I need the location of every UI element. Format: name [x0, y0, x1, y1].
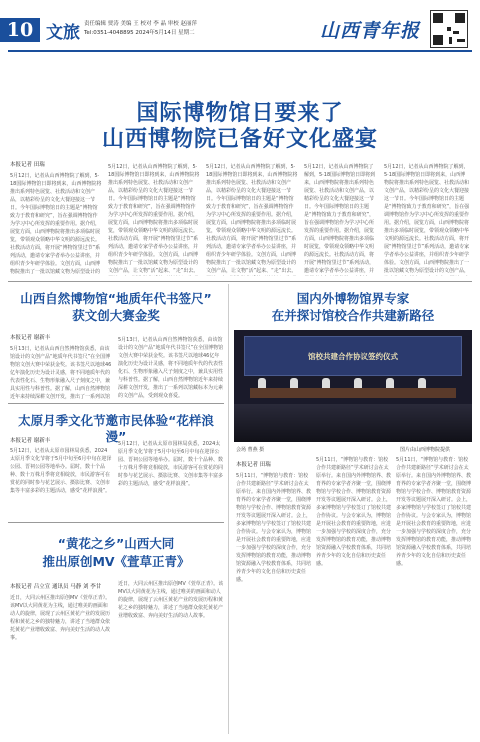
person-figure: [258, 378, 266, 388]
article-1-col-2: 5月13日，记者从山西自然博物馆获悉，由该馆设计的文创产品“地质年代书签尺”在全国博物馆文创大赛中荣获金奖。该书签尺以地球46亿年演化历史为设计灵感，将不同地质年代的代表性化石、生物形象融入尺子刻度之中，兼具实用性与科普性。据了解，山西自然博物馆近年来持续深耕文创开发，推出了一系列以馆藏标本为元素的文创产品，受到观众喜爱。: [118, 337, 224, 399]
article-divider: [8, 403, 224, 404]
stage-screen: [244, 336, 462, 376]
person-figure: [386, 378, 394, 388]
article-1-title-2: 获文创大赛金奖: [72, 308, 160, 323]
meta-line-1: 责任编辑 贾涛 美编 王 校对 李 晶 审校 赵丽萍: [84, 21, 197, 27]
stage-table: [250, 388, 456, 398]
article-2-byline: 本报记者 谢新丰: [10, 438, 51, 444]
article-4-title-2: 在并探讨馆校合作共建新路径: [271, 308, 435, 323]
page-number: 10: [0, 18, 40, 42]
lead-col-4: 5月12日，记者从山西博物院了解到，5·18国际博物馆日即将到来，山西博物院将推出系列特色展览、社教活动和文创产品，以精彩纷呈的文化大餐迎接这一节日。今年国际博物馆日的主题是“博物馆致力于教育和研究”，旨在强调博物馆作为学习中心所发挥的重要作用。据介绍，展览方面，山西博物院将推出多项临时展览，带领观众领略中华文明的源远流长。社教活动方面，将开展“博物馆里过节”系列活动，邀请专家学者举办公益讲座，并: [304, 164, 376, 274]
article-4-col-3: 5月11日，“博物馆与教育：馆校合作共建新路径”学术研讨会在太原举行。来自国内外博物馆界、教育界的专家学者齐聚一堂，围绕博物馆与学校合作、博物馆教育资源开发等议题展开深入研讨。会上，多家博物馆与学校签订了馆校共建合作协议。与会专家认为，博物馆是开展社会教育的重要阵地，应进一步加强与学校的深度合作，充分发挥博物馆的教育功能，推动博物馆资源融入学校教育体系，共同培养青少年的文化自信和历史责任感。: [396, 457, 472, 567]
article-1-byline: 本报记者 谢新丰: [10, 335, 51, 341]
lead-headline-1: 国际博物馆日要来了: [136, 101, 344, 126]
person-figure: [322, 378, 330, 388]
lead-col-1: 5月12日，记者从山西博物院了解到，5·18国际博物馆日即将到来，山西博物院将推出系列特色展览、社教活动和文创产品，以精彩纷呈的文化大餐迎接这一节日。今年国际博物馆日的主题是“博物馆致力于教育和研究”，旨在强调博物馆作为学习中心所发挥的重要作用。据介绍，展览方面，山西博物院将推出多项临时展览，带领观众领略中华文明的源远流长。社教活动方面，将开展“博物馆里过节”系列活动，邀请专家学者举办公益讲座，并组织青少年研学体验。文创方面，山西博物院推出了一批以馆藏文物为原型设计的: [10, 173, 102, 275]
qr-code-icon: [430, 10, 468, 48]
person-figure: [290, 378, 298, 388]
photo-banner-text: 馆校共建合作协议签约仪式: [308, 352, 398, 361]
photo-caption-right: 图片由山西博物院提供: [400, 447, 451, 453]
article-4-col-2: 5月11日，“博物馆与教育：馆校合作共建新路径”学术研讨会在太原举行。来自国内外博物馆界、教育界的专家学者齐聚一堂，围绕博物馆与学校合作、博物馆教育资源开发等议题展开深入研讨。会上，多家博物馆与学校签订了馆校共建合作协议。与会专家认为，博物馆是开展社会教育的重要阵地，应进一步加强与学校的深度合作，充分发挥博物馆的教育功能，推动博物馆资源融入学校教育体系，共同培养青少年的文化自信和历史责任感。: [316, 457, 392, 567]
conference-photo: [234, 330, 472, 442]
photo-caption-left: 会场 曹燕 摄: [236, 447, 265, 453]
article-4-title-1: 国内外博物馆界专家: [296, 291, 410, 306]
article-2-title: 太原月季文化节邀市民体验“花样浪漫”: [18, 413, 214, 444]
lead-col-3: 5月12日，记者从山西博物院了解到，5·18国际博物馆日即将到来，山西博物院将推出系列特色展览、社教活动和文创产品，以精彩纷呈的文化大餐迎接这一节日。今年国际博物馆日的主题是“博物馆致力于教育和研究”，旨在强调博物馆作为学习中心所发挥的重要作用。据介绍，展览方面，山西博物院将推出多项临时展览，带领观众领略中华文明的源远流长。社教活动方面，将开展“博物馆里过节”系列活动，邀请专家学者举办公益讲座，并组织青少年研学体验。文创方面，山西博物院推出了一批以馆藏文物为原型设计的文创产品，让文物“活”起来、“走”出去。: [206, 164, 298, 274]
audience-area: [234, 404, 472, 442]
editor-meta: [84, 20, 224, 38]
column-divider: [228, 284, 229, 734]
newspaper-logo: 山西青年报: [320, 20, 421, 42]
article-4-byline: 本报记者 田瑞: [236, 462, 271, 468]
article-1-col-1: 5月13日，记者从山西自然博物馆获悉，由该馆设计的文创产品“地质年代书签尺”在全国博物馆文创大赛中荣获金奖。该书签尺以地球46亿年演化历史为设计灵感，将不同地质年代的代表性化石、生物形象融入尺子刻度之中，兼具实用性与科普性。据了解，山西自然博物馆近年来持续深耕文创开发，推出了一系列以馆: [10, 346, 112, 400]
lead-headline-2: 山西博物院已备好文化盛宴: [101, 127, 378, 152]
person-figure: [418, 378, 426, 388]
lead-col-5: 5月12日，记者从山西博物院了解到，5·18国际博物馆日即将到来，山西博物院将推出系列特色展览、社教活动和文创产品，以精彩纷呈的文化大餐迎接这一节日。今年国际博物馆日的主题是“博物馆致力于教育和研究”，旨在强调博物馆作为学习中心所发挥的重要作用。据介绍，展览方面，山西博物院将推出多项临时展览，带领观众领略中华文明的源远流长。社教活动方面，将开展“博物馆里过节”系列活动，邀请专家学者举办公益讲座，并组织青少年研学体验。文创方面，山西博物院推出了一批以馆藏文物为原型设计的文创产品，: [384, 164, 470, 274]
section-title: 文旅: [46, 23, 80, 43]
header-rule: [8, 50, 472, 52]
lead-col-2: 5月12日，记者从山西博物院了解到，5·18国际博物馆日即将到来，山西博物院将推出系列特色展览、社教活动和文创产品，以精彩纷呈的文化大餐迎接这一节日。今年国际博物馆日的主题是“博物馆致力于教育和研究”，旨在强调博物馆作为学习中心所发挥的重要作用。据介绍，展览方面，山西博物院将推出多项临时展览，带领观众领略中华文明的源远流长。社教活动方面，将开展“博物馆里过节”系列活动，邀请专家学者举办公益讲座，并组织青少年研学体验。文创方面，山西博物院推出了一批以馆藏文物为原型设计的文创产品，让文物“活”起来、“走”出去。: [108, 164, 200, 274]
article-3-title-2: 推出原创MV《萱草正青》: [42, 554, 190, 569]
article-3-col-2: 近日，大同云州区推出原创MV《萱草正青》。该MV以大同黄花为主线，通过唯美的画面和动人的旋律，展现了云州区黄花产业的发展历程和黄花之乡的独特魅力，讲述了当地群众依托黄花产业增收致富、奔向美好生活的动人故事。: [118, 581, 224, 619]
article-3-byline: 本报记者 吕立宣 通讯员 马静 刘 李甘: [10, 584, 102, 590]
article-2-col-1: 5月12日，记者从太原市园林局获悉，2024太原月季文化节将于5月中旬至6月中旬在迎泽公园、晋祠公园等地举办。届时，数十个品种、数十万株月季将竞相绽放，市民游客可在赏花的同时参与花艺展示、摄影比赛、文创市集等丰富多彩的主题活动，感受“花样浪漫”。: [10, 448, 112, 494]
section-divider: [8, 281, 472, 282]
article-divider: [8, 522, 224, 523]
article-4-col-1: 5月11日，“博物馆与教育：馆校合作共建新路径”学术研讨会在太原举行。来自国内外博物馆界、教育界的专家学者齐聚一堂，围绕博物馆与学校合作、博物馆教育资源开发等议题展开深入研讨。会上，多家博物馆与学校签订了馆校共建合作协议。与会专家认为，博物馆是开展社会教育的重要阵地，应进一步加强与学校的深度合作，充分发挥博物馆的教育功能，推动博物馆资源融入学校教育体系，共同培养青少年的文化自信和历史责任感。: [236, 473, 312, 583]
meta-line-2: Tel:0351-4048895 2024年5月14日 星期二: [84, 30, 195, 36]
article-3-title-1: “黄花之乡”山西大同: [57, 536, 175, 551]
article-2-col-2: 5月12日，记者从太原市园林局获悉，2024太原月季文化节将于5月中旬至6月中旬在迎泽公园、晋祠公园等地举办。届时，数十个品种、数十万株月季将竞相绽放，市民游客可在赏花的同时参与花艺展示、摄影比赛、文创市集等丰富多彩的主题活动，感受“花样浪漫”。: [118, 441, 224, 487]
lead-byline: 本报记者 田瑞: [10, 162, 45, 168]
article-1-title-1: 山西自然博物馆“地质年代书签尺”: [20, 291, 212, 306]
person-figure: [354, 378, 362, 388]
article-3-col-1: 近日，大同云州区推出原创MV《萱草正青》。该MV以大同黄花为主线，通过唯美的画面和动人的旋律，展现了云州区黄花产业的发展历程和黄花之乡的独特魅力，讲述了当地群众依托黄花产业增收致富、奔向美好生活的动人故事。: [10, 595, 111, 641]
